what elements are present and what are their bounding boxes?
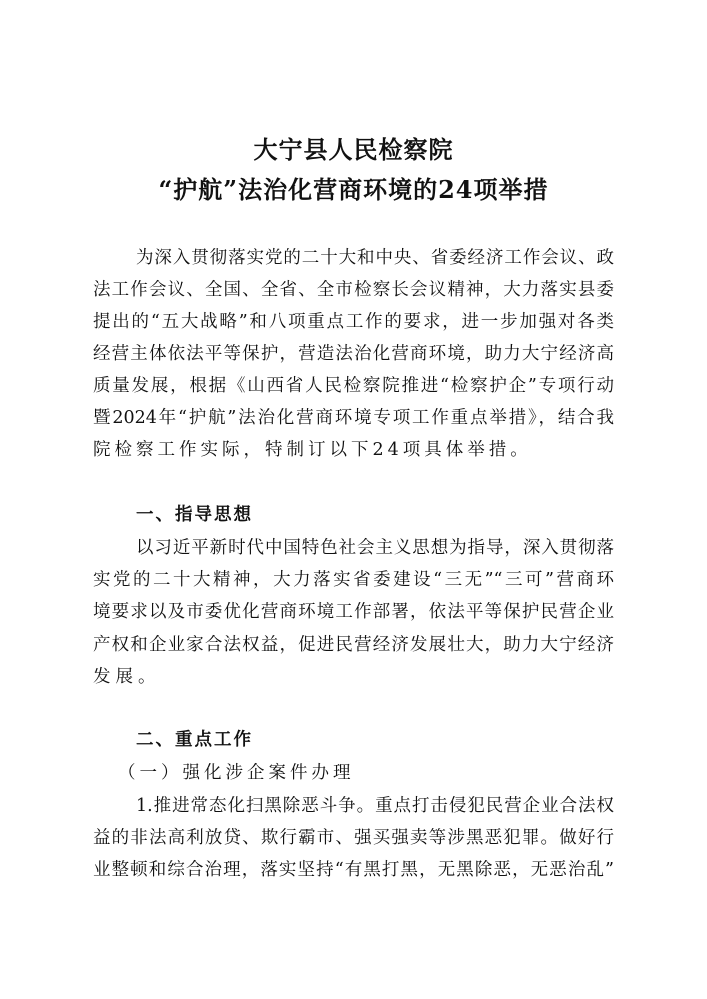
text-line: 为深入贯彻落实党的二十大和中央、省委经济工作会议、政 xyxy=(136,248,614,268)
text-line: 境要求以及市委优化营商环境工作部署，依法平等保护民营企业 xyxy=(93,602,614,622)
section-heading: 一、指导思想 xyxy=(136,505,253,525)
subsection-heading: （一）强化涉企案件办理 xyxy=(118,763,355,783)
text-line: 暨2024年“护航”法治化营商环境专项工作重点举措》，结合我 xyxy=(93,408,614,428)
text-line: 业整顿和综合治理，落实坚持“有黑打黑，无黑除恶，无恶治乱” xyxy=(93,860,614,880)
document-title-line1: 大宁县人民检察院 xyxy=(253,135,454,164)
text-line: 法工作会议、全国、全省、全市检察长会议精神，大力落实县委 xyxy=(93,280,614,300)
text-line: 产权和企业家合法权益，促进民营经济发展壮大，助力大宁经济 xyxy=(93,635,614,655)
text-line: 经营主体依法平等保护，营造法治化营商环境，助力大宁经济高 xyxy=(93,344,614,364)
text-line: 质量发展，根据《山西省人民检察院推进“检察护企”专项行动 xyxy=(93,376,614,396)
text-line: 发展。 xyxy=(93,667,161,687)
document-title-line2: “护航”法治化营商环境的24项举措 xyxy=(158,175,549,204)
text-line: 以习近平新时代中国特色社会主义思想为指导，深入贯彻落 xyxy=(136,538,614,558)
section-heading: 二、重点工作 xyxy=(136,730,253,750)
text-line: 益的非法高利放贷、欺行霸市、强买强卖等涉黑恶犯罪。做好行 xyxy=(93,828,614,848)
text-line: 1.推进常态化扫黑除恶斗争。重点打击侵犯民营企业合法权 xyxy=(136,796,614,816)
text-line: 实党的二十大精神，大力落实省委建设“三无”“三可”营商环 xyxy=(93,570,614,590)
text-line: 提出的“五大战略”和八项重点工作的要求，进一步加强对各类 xyxy=(93,312,614,332)
text-line: 院检察工作实际，特制订以下24项具体举措。 xyxy=(93,440,532,460)
